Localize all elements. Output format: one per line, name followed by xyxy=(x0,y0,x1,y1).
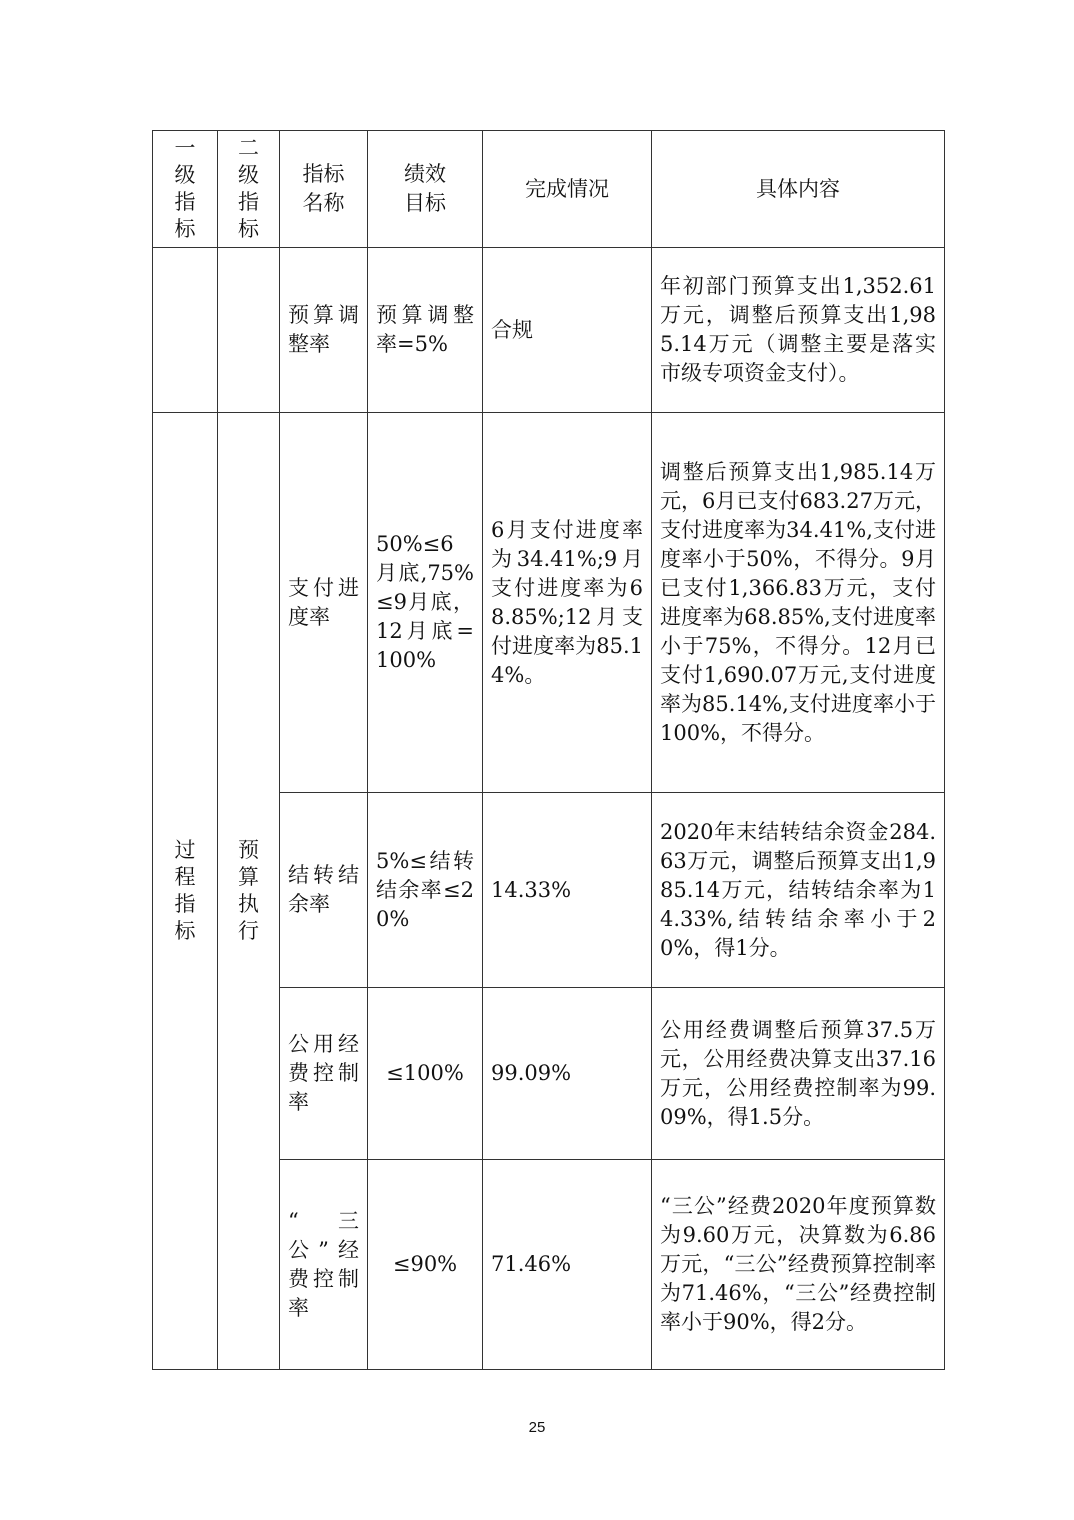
header-detail: 具体内容 xyxy=(652,131,945,248)
completion-status: 合规 xyxy=(483,248,652,413)
header-level1: 一级指标 xyxy=(153,131,218,248)
indicator-name: 支付进度率 xyxy=(280,413,368,793)
performance-target: 5%≤结转结余率≤20% xyxy=(368,793,483,988)
table-row xyxy=(153,413,945,793)
row-level2-empty xyxy=(218,248,280,413)
performance-target: 50%≤6月底,75%≤9月底，12月底=100% xyxy=(368,413,483,793)
header-completion: 完成情况 xyxy=(483,131,652,248)
page-number: 25 xyxy=(528,1419,546,1436)
performance-indicator-table xyxy=(152,130,945,1370)
detail-content: “三公”经费2020年度预算数为9.60万元，决算数为6.86万元，“三公”经费预算控制率为71.46%，“三公”经费控制率小于90%，得2分。 xyxy=(652,1160,945,1370)
group-level2: 预算执行 xyxy=(218,413,280,1370)
header-target: 绩效目标 xyxy=(368,131,483,248)
group-level1: 过程指标 xyxy=(153,413,218,1370)
completion-status: 14.33% xyxy=(483,793,652,988)
detail-content: 公用经费调整后预算37.5万元，公用经费决算支出37.16万元，公用经费控制率为99.09%，得1.5分。 xyxy=(652,988,945,1160)
detail-content: 年初部门预算支出1,352.61万元，调整后预算支出1,985.14万元（调整主要是落实市级专项资金支付）。 xyxy=(652,248,945,413)
indicator-name: “三公”经费控制率 xyxy=(280,1160,368,1370)
performance-target: ≤90% xyxy=(368,1160,483,1370)
completion-status: 71.46% xyxy=(483,1160,652,1370)
indicator-name: 结转结余率 xyxy=(280,793,368,988)
table-header-row xyxy=(153,131,945,248)
indicator-name: 公用经费控制率 xyxy=(280,988,368,1160)
completion-status: 6月支付进度率为34.41%;9月支付进度率为68.85%;12月支付进度率为85.14%。 xyxy=(483,413,652,793)
performance-target: ≤100% xyxy=(368,988,483,1160)
performance-target: 预算调整率=5% xyxy=(368,248,483,413)
detail-content: 2020年末结转结余资金284.63万元，调整后预算支出1,985.14万元，结转结余率为14.33%,结转结余率小于20%，得1分。 xyxy=(652,793,945,988)
completion-status: 99.09% xyxy=(483,988,652,1160)
table-row xyxy=(153,248,945,413)
detail-content: 调整后预算支出1,985.14万元，6月已支付683.27万元，支付进度率为34.41%,支付进度率小于50%，不得分。9月已支付1,366.83万元，支付进度率为68.85%,支付进度率小于75%，不得分。12月已支付1,690.07万元,支付进度率为85.14%,支付进度率小于100%，不得分。 xyxy=(652,413,945,793)
header-level2: 二级指标 xyxy=(218,131,280,248)
row-level1-empty xyxy=(153,248,218,413)
header-indicator-name: 指标名称 xyxy=(280,131,368,248)
indicator-name: 预算调整率 xyxy=(280,248,368,413)
